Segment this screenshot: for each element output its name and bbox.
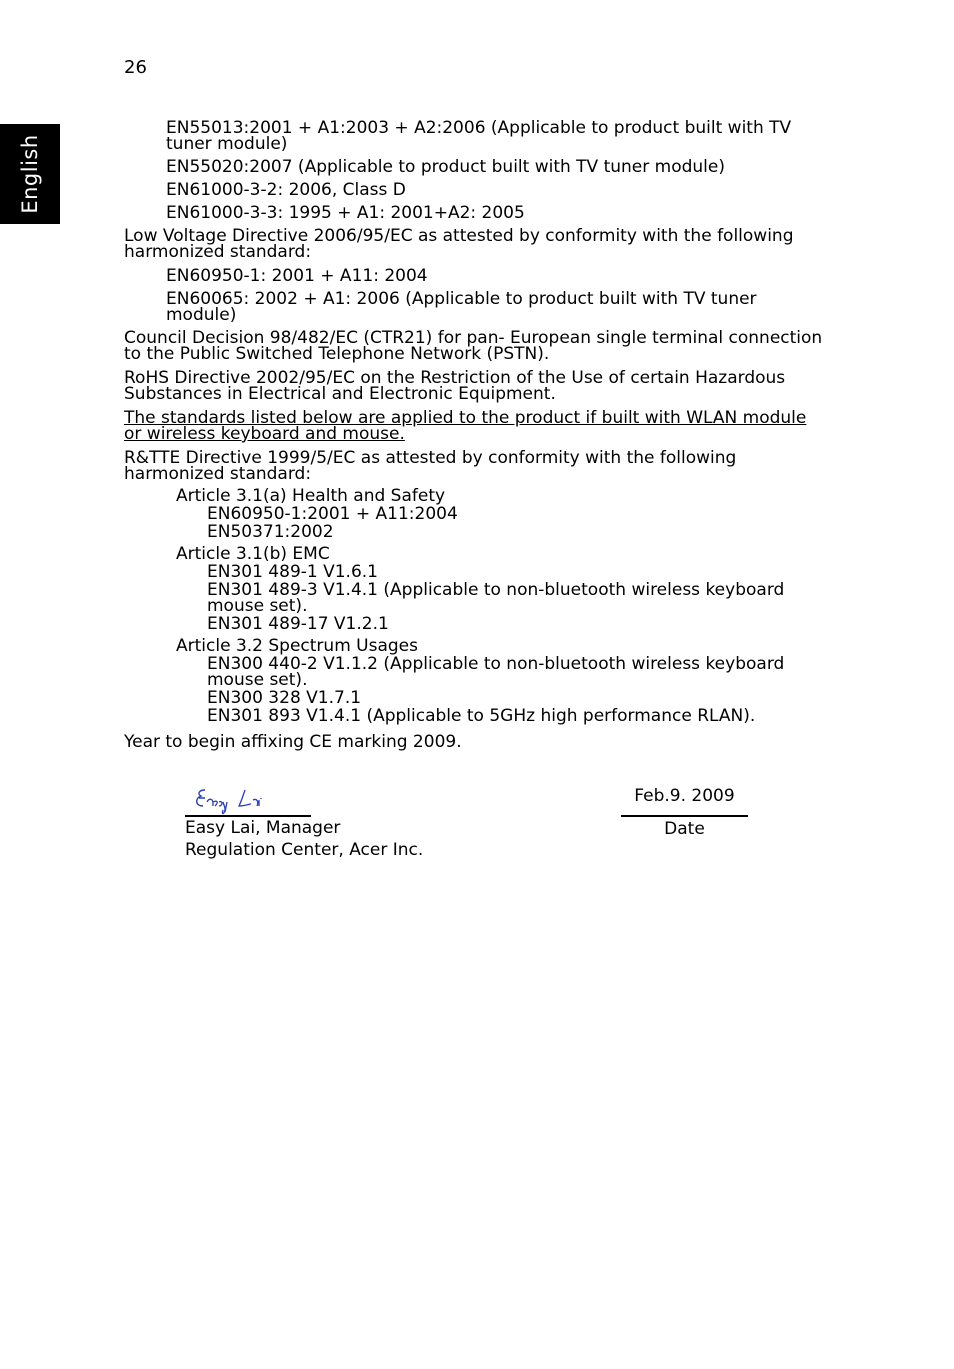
ce-year: Year to begin affixing CE marking 2009.	[124, 732, 462, 752]
lvd-standard: EN60065: 2002 + A1: 2006 (Applicable to product built with TV tuner module)	[166, 289, 757, 325]
lvd-standard: EN60950-1: 2001 + A11: 2004	[166, 266, 428, 286]
lvd-intro: Low Voltage Directive 2006/95/EC as attested by conformity with the following harmonized standard:	[124, 226, 794, 262]
date-block	[621, 786, 748, 839]
language-side-tab	[0, 124, 60, 224]
rtte-article-item: EN50371:2002	[207, 522, 334, 542]
rtte-article-item: EN300 440-2 V1.1.2 (Applicable to non-bluetooth wireless keyboard mouse set).	[207, 654, 785, 690]
date-line	[621, 815, 748, 817]
rtte-article-item: EN60950-1:2001 + A11:2004	[207, 504, 458, 524]
rtte-article-item: EN301 489-17 V1.2.1	[207, 614, 389, 634]
signature-line	[185, 815, 311, 817]
emc-standard: EN55013:2001 + A1:2003 + A2:2006 (Applicable to product built with TV tuner module)	[166, 118, 792, 154]
rtte-article-item: EN301 489-3 V1.4.1 (Applicable to non-bluetooth wireless keyboard mouse set).	[207, 580, 785, 616]
date-label: Date	[664, 819, 705, 839]
rtte-article-item: EN300 328 V1.7.1	[207, 688, 362, 708]
rtte-article-item: EN301 893 V1.4.1 (Applicable to 5GHz high performance RLAN).	[207, 706, 756, 726]
rtte-article-title: Article 3.1(a) Health and Safety	[176, 486, 446, 506]
side-tab-label: English	[18, 134, 42, 214]
rtte-intro: R&TTE Directive 1999/5/EC as attested by conformity with the following harmonized standard:	[124, 448, 737, 484]
emc-standard: EN55020:2007 (Applicable to product built with TV tuner module)	[166, 157, 725, 177]
rohs-directive: RoHS Directive 2002/95/EC on the Restriction of the Use of certain Hazardous Substances in Electrical and Electronic Equipment.	[124, 368, 786, 404]
page-number: 26	[124, 57, 147, 78]
rtte-article-item: EN301 489-1 V1.6.1	[207, 562, 378, 582]
wlan-note: The standards listed below are applied to the product if built with WLAN module or wireless keyboard and mouse.	[124, 408, 807, 444]
council-decision: Council Decision 98/482/EC (CTR21) for pan- European single terminal connection to the Public Switched Telephone Network (PSTN).	[124, 328, 823, 364]
rtte-article-title: Article 3.2 Spectrum Usages	[176, 636, 418, 656]
signatory-organization: Regulation Center, Acer Inc.	[185, 840, 424, 860]
date-value: Feb.9. 2009	[634, 786, 735, 806]
declaration-content	[124, 120, 824, 758]
emc-standard: EN61000-3-3: 1995 + A1: 2001+A2: 2005	[166, 203, 525, 223]
emc-standard: EN61000-3-2: 2006, Class D	[166, 180, 406, 200]
signatory-name: Easy Lai, Manager	[185, 818, 341, 838]
rtte-article-title: Article 3.1(b) EMC	[176, 544, 330, 564]
